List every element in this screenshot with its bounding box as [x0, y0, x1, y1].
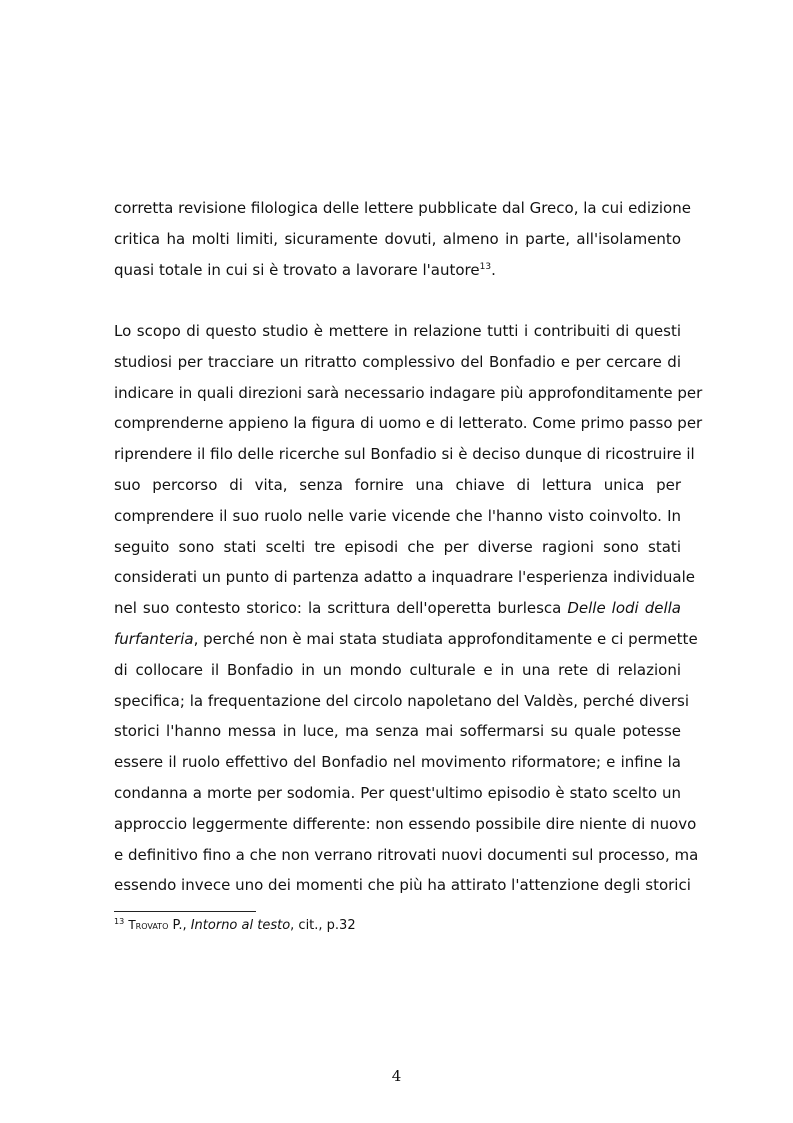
text-line: approccio leggermente differente: non essendo possibile dire niente di nuovo [114, 814, 697, 833]
paragraph-2 [114, 316, 703, 901]
text-line: essendo invece uno dei momenti che più ha attirato l'attenzione degli storici [114, 876, 691, 895]
footnote-citation: , cit., p.32 [290, 918, 356, 933]
text-line: condanna a morte per sodomia. Per quest'ultimo episodio è stato scelto un [114, 783, 681, 802]
page-number: 4 [391, 1067, 402, 1085]
text-line: Lo scopo di questo studio è mettere in relazione tutti i contribuiti di questi [114, 322, 681, 340]
text-line: seguito sono stati scelti tre episodi che per diverse ragioni sono stati [114, 537, 681, 556]
text-line: e definitivo fino a che non verrano ritrovati nuovi documenti sul processo, ma [114, 845, 699, 864]
italic-title: Delle lodi della [567, 599, 681, 618]
footnote-initial: P., [168, 918, 191, 933]
footnote-separator [114, 911, 256, 912]
italic-title: furfanteria [114, 629, 194, 648]
text-line: specifica; la frequentazione del circolo napoletano del Valdès, perché diversi [114, 691, 690, 710]
text-line [114, 593, 681, 624]
text-line: di collocare il Bonfadio in un mondo culturale e in una rete di relazioni [114, 660, 681, 679]
text-line: comprendere il suo ruolo nelle varie vicende che l'hanno visto coinvolto. In [114, 506, 681, 525]
text-line: indicare in quali direzioni sarà necessario indagare più approfonditamente per [114, 383, 703, 402]
footnote [114, 916, 356, 935]
text-line [114, 624, 698, 655]
text-line: riprendere il filo delle ricerche sul Bonfadio si è deciso dunque di ricostruire il [114, 445, 695, 464]
text-line: essere il ruolo effettivo del Bonfadio nel movimento riformatore; e infine la [114, 753, 681, 772]
text-line: considerati un punto di partenza adatto a inquadrare l'esperienza individuale [114, 568, 695, 587]
text-line: critica ha molti limiti, sicuramente dovuti, almeno in parte, all'isolamento [114, 229, 681, 248]
footnote-author: Trovato [128, 918, 169, 932]
text-line-content: , perché non è mai stata studiata approfonditamente e ci permette [193, 629, 698, 648]
text-line: suo percorso di vita, senza fornire una chiave di lettura unica per [114, 475, 681, 494]
footnote-reference[interactable]: 13 [479, 261, 492, 272]
text-line: comprenderne appieno la figura di uomo e di letterato. Come primo passo per [114, 414, 703, 433]
paragraph-1 [114, 193, 691, 285]
footnote-number: 13 [114, 917, 125, 926]
text-line-end: . [491, 260, 496, 279]
text-line [114, 255, 681, 286]
text-line: studiosi per tracciare un ritratto complessivo del Bonfadio e per cercare di [114, 352, 681, 371]
footnote-title: Intorno al testo [190, 918, 291, 933]
text-line: corretta revisione filologica delle lettere pubblicate dal Greco, la cui edizione [114, 199, 691, 217]
text-line-content: quasi totale in cui si è trovato a lavorare l'autore [114, 260, 480, 279]
text-line: storici l'hanno messa in luce, ma senza mai soffermarsi su quale potesse [114, 722, 681, 741]
text-line-content: nel suo contesto storico: la scrittura dell'operetta burlesca [114, 599, 568, 618]
